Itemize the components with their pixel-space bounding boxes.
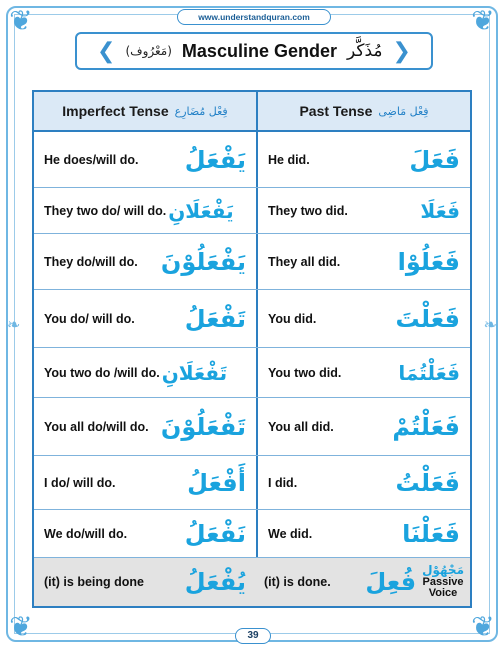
past-english: I did.: [268, 475, 298, 490]
title-banner: [75, 32, 433, 70]
passive-imperfect-arabic: يُفْعَلُ: [184, 568, 246, 596]
imperfect-english: They do/will do.: [44, 254, 138, 269]
corner-ornament-icon: ❦: [471, 610, 495, 643]
past-arabic: فَعَلُوْا: [397, 247, 460, 276]
passive-row: [34, 558, 470, 606]
past-english: We did.: [268, 526, 313, 541]
header-past-arabic: فِعْل مَاضِى: [378, 104, 429, 118]
past-english: You two did.: [268, 365, 342, 380]
past-arabic: فَعَلْتُ: [395, 468, 460, 497]
passive-past-english: (it) is done.: [264, 575, 331, 589]
imperfect-arabic: نَفْعَلُ: [184, 519, 246, 548]
passive-past-arabic: فُعِلَ: [365, 568, 417, 596]
past-english: They two did.: [268, 203, 348, 218]
imperfect-english: We do/will do.: [44, 526, 128, 541]
past-english: You all did.: [268, 419, 334, 434]
corner-ornament-icon: ❦: [471, 4, 495, 37]
past-english: You did.: [268, 311, 317, 326]
corner-ornament-icon: ❦: [9, 610, 33, 643]
past-english: He did.: [268, 152, 310, 167]
imperfect-english: You all do/will do.: [44, 419, 149, 434]
header-past: [258, 92, 470, 132]
imperfect-english: You do/ will do.: [44, 311, 135, 326]
title-arabic-note: (مَعْرُوف): [125, 44, 172, 58]
table-row: [34, 188, 470, 234]
conjugation-table: [32, 90, 472, 608]
passive-label-line2: Voice: [428, 587, 458, 600]
past-arabic: فَعَلَ: [409, 145, 460, 174]
imperfect-arabic: يَفْعَلُوْنَ: [160, 247, 246, 276]
past-arabic: فَعَلْتُمَا: [398, 360, 460, 385]
past-english: They all did.: [268, 254, 341, 269]
passive-label-arabic: مَجْهُوْل: [422, 563, 464, 578]
imperfect-english: I do/ will do.: [44, 475, 116, 490]
table-row: [34, 348, 470, 398]
imperfect-arabic: يَفْعَلُ: [184, 145, 246, 174]
corner-ornament-icon: ❦: [9, 4, 33, 37]
imperfect-arabic: تَفْعَلُوْنَ: [160, 412, 246, 441]
table-row: [34, 290, 470, 348]
header-imperfect: [34, 92, 256, 132]
table-row: [34, 132, 470, 188]
website-url: www.understandquran.com: [177, 9, 331, 25]
passive-voice-label: [422, 564, 464, 600]
side-ornament-icon: ❧: [7, 315, 21, 334]
imperfect-english: You two do /will do.: [44, 365, 160, 380]
imperfect-english: He does/will do.: [44, 152, 139, 167]
title-arabic: مُذَكَّر: [346, 41, 383, 61]
past-arabic: فَعَلَا: [420, 198, 460, 223]
side-ornament-icon: ❧: [483, 315, 497, 334]
imperfect-arabic: يَفْعَلَانِ: [168, 198, 234, 223]
passive-label-line1: Passive: [422, 575, 464, 588]
header-past-english: Past Tense: [299, 103, 373, 119]
table-row: [34, 510, 470, 558]
table-row: [34, 456, 470, 510]
page-title: Masculine Gender: [181, 40, 337, 61]
past-arabic: فَعَلْتُمْ: [392, 412, 460, 441]
past-arabic: فَعَلْتَ: [395, 304, 460, 333]
imperfect-english: They two do/ will do.: [44, 203, 167, 218]
header-imperfect-english: Imperfect Tense: [62, 103, 169, 119]
passive-imperfect-english: (it) is being done: [44, 575, 144, 589]
table-row: [34, 234, 470, 290]
past-arabic: فَعَلْنَا: [402, 519, 460, 548]
page-number: 39: [235, 628, 271, 644]
bracket-ornament-icon: ❮: [97, 38, 116, 64]
table-row: [34, 398, 470, 456]
imperfect-arabic: أَفْعَلُ: [187, 468, 246, 497]
imperfect-arabic: تَفْعَلُ: [184, 304, 246, 333]
header-imperfect-arabic: فِعْل مُضَارِع: [174, 104, 228, 118]
imperfect-arabic: تَفْعَلَانِ: [161, 360, 228, 385]
bracket-ornament-icon: ❯: [392, 38, 411, 64]
